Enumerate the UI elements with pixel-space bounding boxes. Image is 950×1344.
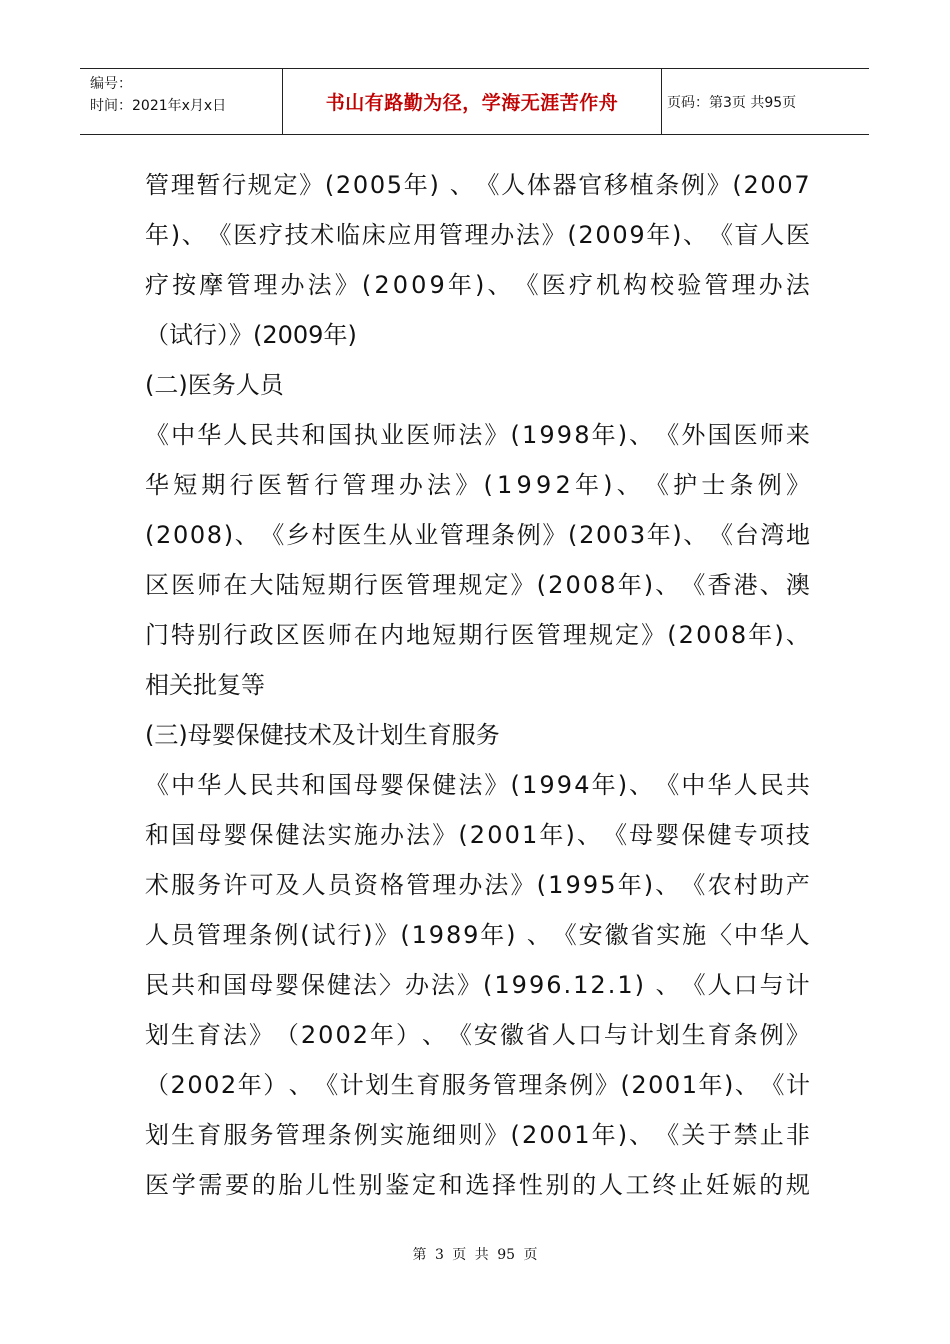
document-time: 时间：2021年x月x日	[90, 98, 227, 114]
text-line: (三)母婴保健技术及计划生育服务	[145, 721, 500, 749]
text-line: 人 员 管 理 条 例 ( 试 行 ) 》 ( 1 9 8 9 年 ) 、 《 安 徽 省 实 施 〈 中 华 人	[145, 921, 810, 949]
text-line: （ 2 0 0 2 年 ） 、 《 计 划 生 育 服 务 管 理 条 例 》 ( 2 0 0 1 年 ) 、 《 计	[145, 1071, 810, 1099]
page-header	[80, 68, 869, 135]
text-line: 管 理 暂 行 规 定 》 ( 2 0 0 5 年 ) 、 《 人 体 器 官 移 植 条 例 》 ( 2 0 0 7	[145, 171, 810, 199]
text-line: 医 学 需 要 的 胎 儿 性 别 鉴 定 和 选 择 性 别 的 人 工 终 止 妊 娠 的 规	[145, 1171, 810, 1199]
header-motto: 书山有路勤为径，学海无涯苦作舟	[283, 69, 662, 134]
page-footer: 第 3 页 共 95 页	[412, 1247, 538, 1263]
text-line: 民 共 和 国 母 婴 保 健 法 〉 办 法 》 ( 1 9 9 6 . 1 2 . 1 ) 、 《 人 口 与 计	[145, 971, 810, 999]
document-body	[145, 165, 810, 1215]
text-line: 和 国 母 婴 保 健 法 实 施 办 法 》 ( 2 0 0 1 年 ) 、 《 母 婴 保 健 专 项 技	[145, 821, 810, 849]
text-line: 区 医 师 在 大 陆 短 期 行 医 管 理 规 定 》 ( 2 0 0 8 年 ) 、 《 香 港 、 澳	[145, 571, 810, 599]
text-line: 划 生 育 法 》 （ 2 0 0 2 年 ） 、 《 安 徽 省 人 口 与 计 划 生 育 条 例 》	[145, 1021, 810, 1049]
text-line: 年 ) 、 《 医 疗 技 术 临 床 应 用 管 理 办 法 》 ( 2 0 0 9 年 ) 、 《 盲 人 医	[145, 221, 810, 249]
text-line: 疗 按 摩 管 理 办 法 》 ( 2 0 0 9 年 ) 、 《 医 疗 机 构 校 验 管 理 办 法	[145, 271, 810, 299]
text-line: 华 短 期 行 医 暂 行 管 理 办 法 》 ( 1 9 9 2 年 ) 、 《 护 士 条 例 》	[145, 471, 810, 499]
text-line: 术 服 务 许 可 及 人 员 资 格 管 理 办 法 》 ( 1 9 9 5 年 ) 、 《 农 村 助 产	[145, 871, 810, 899]
header-page-info: 页码：第3页 共95页	[667, 94, 797, 111]
text-line: 《 中 华 人 民 共 和 国 母 婴 保 健 法 》 ( 1 9 9 4 年 ) 、 《 中 华 人 民 共	[145, 771, 810, 799]
text-line: 相关批复等	[145, 671, 265, 699]
text-line: （试行）》(2009年)	[145, 321, 357, 349]
text-line: 划 生 育 服 务 管 理 条 例 实 施 细 则 》 ( 2 0 0 1 年 ) 、 《 关 于 禁 止 非	[145, 1121, 810, 1149]
text-line: (二)医务人员	[145, 371, 284, 399]
header-meta	[80, 69, 283, 134]
text-line: 《 中 华 人 民 共 和 国 执 业 医 师 法 》 ( 1 9 9 8 年 ) 、 《 外 国 医 师 来	[145, 421, 810, 449]
document-number-label: 编号：	[90, 76, 132, 92]
text-line: ( 2 0 0 8 ) 、 《 乡 村 医 生 从 业 管 理 条 例 》 ( 2 0 0 3 年 ) 、 《 台 湾 地	[145, 521, 810, 549]
text-line: 门 特 别 行 政 区 医 师 在 内 地 短 期 行 医 管 理 规 定 》 ( 2 0 0 8 年 ) 、	[145, 621, 810, 649]
